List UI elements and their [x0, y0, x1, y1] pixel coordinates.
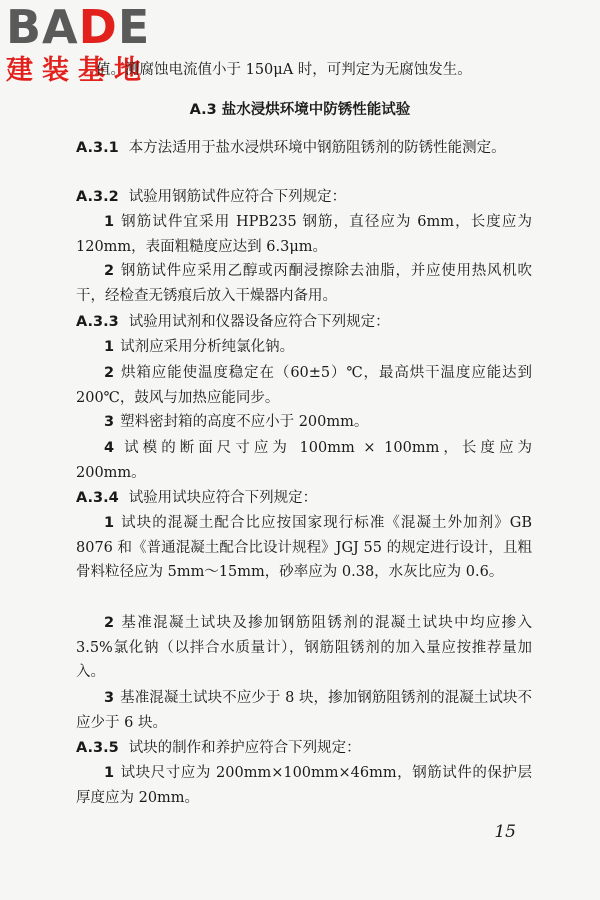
list-item: 1 试块尺寸应为 200mm×100mm×46mm，钢筋试件的保护层厚度应为 20mm。 — [76, 765, 532, 806]
list-item: 2 烘箱应能使温度稳定在（60±5）℃，最高烘干温度应能达到 200℃，鼓风与加热应能同步。 — [76, 365, 532, 406]
page-number: 15 — [494, 822, 516, 842]
list-item: 3 基准混凝土试块不应少于 8 块，掺加钢筋阻锈剂的混凝土试块不应少于 6 块。 — [76, 690, 532, 731]
section-title: A.3 盐水浸烘环境中防锈性能试验 — [189, 102, 411, 118]
list-item: 3 塑料密封箱的高度不应小于 200mm。 — [104, 414, 369, 430]
clause-a-3-1: A.3.1 本方法适用于盐水浸烘环境中钢筋阻锈剂的防锈性能测定。 — [76, 140, 506, 156]
list-item: 2 钢筋试件应采用乙醇或丙酮浸擦除去油脂，并应使用热风机吹干，经检查无锈痕后放入干燥器内备用。 — [76, 263, 532, 304]
list-item: 2 基准混凝土试块及掺加钢筋阻锈剂的混凝土试块中均应掺入 3.5%氯化钠（以拌合水质量计），钢筋阻锈剂的加入量应按推荐量加入。 — [76, 615, 532, 680]
clause-a-3-4: A.3.4 试验用试块应符合下列规定： — [76, 490, 318, 506]
list-item: 1 钢筋试件宜采用 HPB235 钢筋，直径应为 6mm，长度应为 120mm，表面粗糙度应达到 6.3μm。 — [76, 214, 532, 255]
logo-subtitle: 建装基地 — [6, 55, 150, 86]
clause-a-3-3: A.3.3 试验用试剂和仪器设备应符合下列规定： — [76, 314, 390, 330]
continued-text-fragment: 值。测腐蚀电流值小于 150μA 时，可判定为无腐蚀发生。 — [96, 62, 472, 78]
logo-brand: BADE — [6, 0, 151, 54]
list-item: 1 试块的混凝土配合比应按国家现行标准《混凝土外加剂》GB 8076 和《普通混凝土配合比设计规程》JGJ 55 的规定进行设计，且粗骨料粒径应为 5mm～15mm，砂率应为 0.38，水灰比应为 0.6。 — [76, 515, 532, 580]
list-item: 4 试模的断面尺寸应为 100mm × 100mm，长度应为 200mm。 — [76, 440, 532, 481]
clause-a-3-5: A.3.5 试块的制作和养护应符合下列规定： — [76, 740, 361, 756]
list-item: 1 试剂应采用分析纯氯化钠。 — [104, 339, 295, 355]
clause-a-3-2: A.3.2 试验用钢筋试件应符合下列规定： — [76, 189, 347, 205]
